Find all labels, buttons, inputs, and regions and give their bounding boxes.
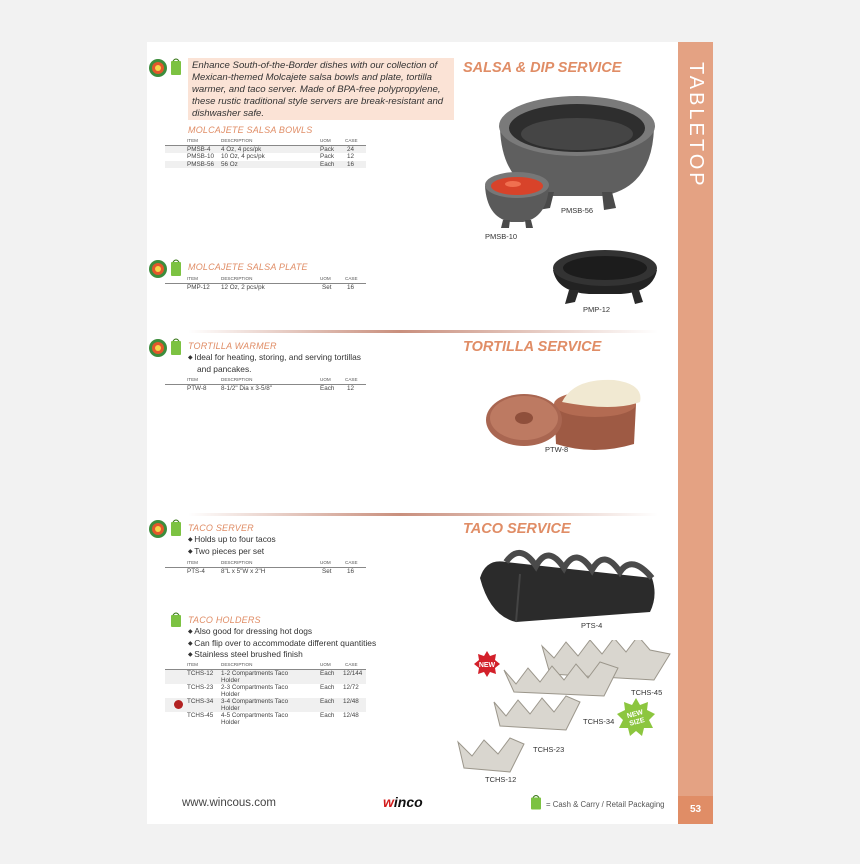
- cell-description: Holder: [221, 691, 240, 698]
- new-size-badge-text-1: NEW: [626, 709, 644, 721]
- col-uom: UOM: [320, 662, 331, 667]
- cell-description: 1-2 Compartments Taco: [221, 670, 289, 677]
- product-title-server: TACO SERVER: [188, 523, 254, 533]
- taco-server-image: [476, 544, 660, 626]
- cell-description: 56 Oz: [221, 160, 238, 168]
- table-header: [165, 560, 366, 568]
- cell-description: Holder: [221, 677, 240, 684]
- col-item: ITEM: [187, 560, 198, 565]
- section-title-salsa: SALSA & DIP SERVICE: [463, 60, 622, 76]
- table-row: [165, 153, 366, 160]
- label-pmp12: PMP-12: [583, 305, 611, 314]
- cell-description: 8"L x 5"W x 2"H: [221, 568, 266, 575]
- mexican-theme-icon: [148, 58, 184, 78]
- website-link[interactable]: www.wincous.com: [182, 797, 276, 809]
- mexican-theme-icon: [148, 519, 184, 539]
- logo-rest: inco: [393, 794, 423, 810]
- product-table-holders: [165, 662, 366, 726]
- cell-description: 12 Oz, 2 pcs/pk: [221, 284, 265, 291]
- table-row: [165, 161, 366, 168]
- cell-uom: Each: [320, 385, 335, 392]
- cell-description: 2-3 Compartments Taco: [221, 684, 289, 691]
- cell-uom: Each: [320, 160, 335, 168]
- product-table-server: [165, 560, 366, 575]
- section-divider: [188, 330, 658, 333]
- label-tchs23: TCHS-23: [533, 745, 565, 754]
- packaging-legend: = Cash & Carry / Retail Packaging: [546, 800, 665, 809]
- product-table-warmer: [165, 377, 366, 392]
- new-badge-icon: [474, 651, 500, 677]
- cell-item: PMP-12: [187, 284, 210, 291]
- product-title-bowls: MOLCAJETE SALSA BOWLS: [188, 125, 313, 135]
- cell-uom: Each: [320, 712, 335, 719]
- intro-text: Enhance South-of-the-Border dishes with our collection of Mexican-themed Molcajete salsa bowls and plate, tortilla warmer, and taco server. Made of BPA-free polypropylene, these rustic traditional style servers are break-resistant and dishwasher safe.: [188, 58, 454, 120]
- page-number: 53: [678, 796, 713, 824]
- cell-case: 12/48: [343, 712, 359, 719]
- cell-case: 12/144: [343, 670, 363, 677]
- col-case: CASE: [345, 138, 358, 143]
- cell-description: 10 Oz, 4 pcs/pk: [221, 153, 265, 161]
- cell-case: 12: [347, 385, 355, 392]
- table-row: [165, 712, 366, 726]
- new-size-badge-icon: [616, 698, 656, 738]
- cell-description: Holder: [221, 719, 240, 726]
- col-description: DESCRIPTION: [221, 138, 253, 143]
- col-uom: UOM: [320, 377, 331, 382]
- cell-case: 12/72: [343, 684, 359, 691]
- table-row: [165, 385, 366, 392]
- col-case: CASE: [345, 377, 358, 382]
- bullet-continuation: and pancakes.: [197, 363, 252, 374]
- col-item: ITEM: [187, 276, 198, 281]
- cell-uom: Set: [322, 568, 332, 575]
- cell-item: PMSB-10: [187, 153, 214, 161]
- table-row: [165, 684, 366, 698]
- product-table-bowls: [165, 138, 366, 168]
- cell-item: PMSB-56: [187, 160, 214, 168]
- bullet-item: ◆ Stainless steel brushed finish: [188, 649, 376, 661]
- new-badge-text: NEW: [478, 662, 496, 669]
- bullets-warmer: [188, 352, 361, 374]
- col-item: ITEM: [187, 138, 198, 143]
- cell-case: 24: [347, 146, 355, 153]
- tortilla-warmer-image: [484, 374, 656, 456]
- winco-logo: [383, 794, 423, 810]
- table-header: [165, 662, 366, 670]
- label-tchs45: TCHS-45: [631, 688, 663, 697]
- cell-description: 8-1/2" Dia x 3-5/8": [221, 385, 273, 392]
- cell-case: 16: [347, 284, 355, 291]
- cell-item: PMSB-4: [187, 146, 211, 153]
- col-description: DESCRIPTION: [221, 560, 253, 565]
- cell-description: 4 Oz, 4 pcs/pk: [221, 146, 262, 153]
- new-size-badge-text-2: SIZE: [628, 716, 646, 728]
- bullet-item: ◆ Can flip over to accommodate different quantities: [188, 638, 376, 650]
- label-ptw8: PTW-8: [545, 445, 569, 454]
- category-sidebar: [678, 42, 713, 824]
- cell-case: 16: [347, 568, 355, 575]
- cell-description: Holder: [221, 705, 240, 712]
- cell-description: 4-5 Compartments Taco: [221, 712, 289, 719]
- col-case: CASE: [345, 276, 358, 281]
- col-description: DESCRIPTION: [221, 276, 253, 281]
- new-star-icon: [174, 700, 183, 709]
- cell-uom: Pack: [320, 153, 334, 161]
- cell-item: PTW-8: [187, 385, 207, 392]
- product-title-holders: TACO HOLDERS: [188, 615, 261, 625]
- col-uom: UOM: [320, 138, 331, 143]
- section-divider: [188, 513, 658, 516]
- label-pmsb10: PMSB-10: [485, 232, 518, 241]
- cell-item: TCHS-12: [187, 670, 214, 677]
- cell-case: 12/48: [343, 698, 359, 705]
- col-uom: UOM: [320, 276, 331, 281]
- product-table-plate: [165, 276, 366, 291]
- cell-uom: Each: [320, 698, 335, 705]
- table-row: [165, 284, 366, 291]
- bullet-item: ◆ Ideal for heating, storing, and serving tortillas: [188, 352, 361, 364]
- table-header: [165, 138, 366, 146]
- cell-item: TCHS-45: [187, 712, 214, 719]
- product-title-warmer: TORTILLA WARMER: [188, 341, 277, 351]
- cell-item: TCHS-23: [187, 684, 214, 691]
- col-item: ITEM: [187, 662, 198, 667]
- category-label: TABLETOP: [685, 62, 707, 189]
- col-uom: UOM: [320, 560, 331, 565]
- mexican-theme-icon: [148, 338, 184, 358]
- table-row: [165, 146, 366, 153]
- section-title-taco: TACO SERVICE: [463, 521, 571, 537]
- cell-item: TCHS-34: [187, 698, 214, 705]
- molcajete-plate-image: [549, 246, 661, 310]
- cell-uom: Each: [320, 684, 335, 691]
- label-tchs12: TCHS-12: [485, 775, 517, 784]
- retail-bag-icon: [170, 612, 182, 628]
- bullet-item: ◆ Holds up to four tacos: [188, 534, 276, 546]
- cell-uom: Each: [320, 670, 335, 677]
- label-pts4: PTS-4: [581, 621, 603, 630]
- section-title-tortilla: TORTILLA SERVICE: [463, 339, 602, 355]
- col-case: CASE: [345, 662, 358, 667]
- cell-uom: Pack: [320, 146, 334, 153]
- molcajete-bowl-small-image: [481, 168, 553, 230]
- table-header: [165, 276, 366, 284]
- col-case: CASE: [345, 560, 358, 565]
- label-pmsb56: PMSB-56: [561, 206, 594, 215]
- table-header: [165, 377, 366, 385]
- col-item: ITEM: [187, 377, 198, 382]
- bullet-item: ◆ Two pieces per set: [188, 546, 276, 558]
- label-tchs34: TCHS-34: [583, 717, 615, 726]
- cell-description: 3-4 Compartments Taco: [221, 698, 289, 705]
- logo-w: w: [383, 794, 394, 810]
- cell-case: 12: [347, 153, 355, 161]
- col-description: DESCRIPTION: [221, 377, 253, 382]
- bullets-server: [188, 534, 276, 557]
- bullets-holders: [188, 626, 376, 661]
- retail-bag-icon: [530, 794, 542, 811]
- cell-item: PTS-4: [187, 568, 205, 575]
- product-title-plate: MOLCAJETE SALSA PLATE: [188, 262, 308, 272]
- col-description: DESCRIPTION: [221, 662, 253, 667]
- table-row: [165, 670, 366, 684]
- table-row: [165, 568, 366, 575]
- table-row: [165, 698, 366, 712]
- bullet-item: ◆ Also good for dressing hot dogs: [188, 626, 376, 638]
- cell-uom: Set: [322, 284, 332, 291]
- cell-case: 16: [347, 160, 355, 168]
